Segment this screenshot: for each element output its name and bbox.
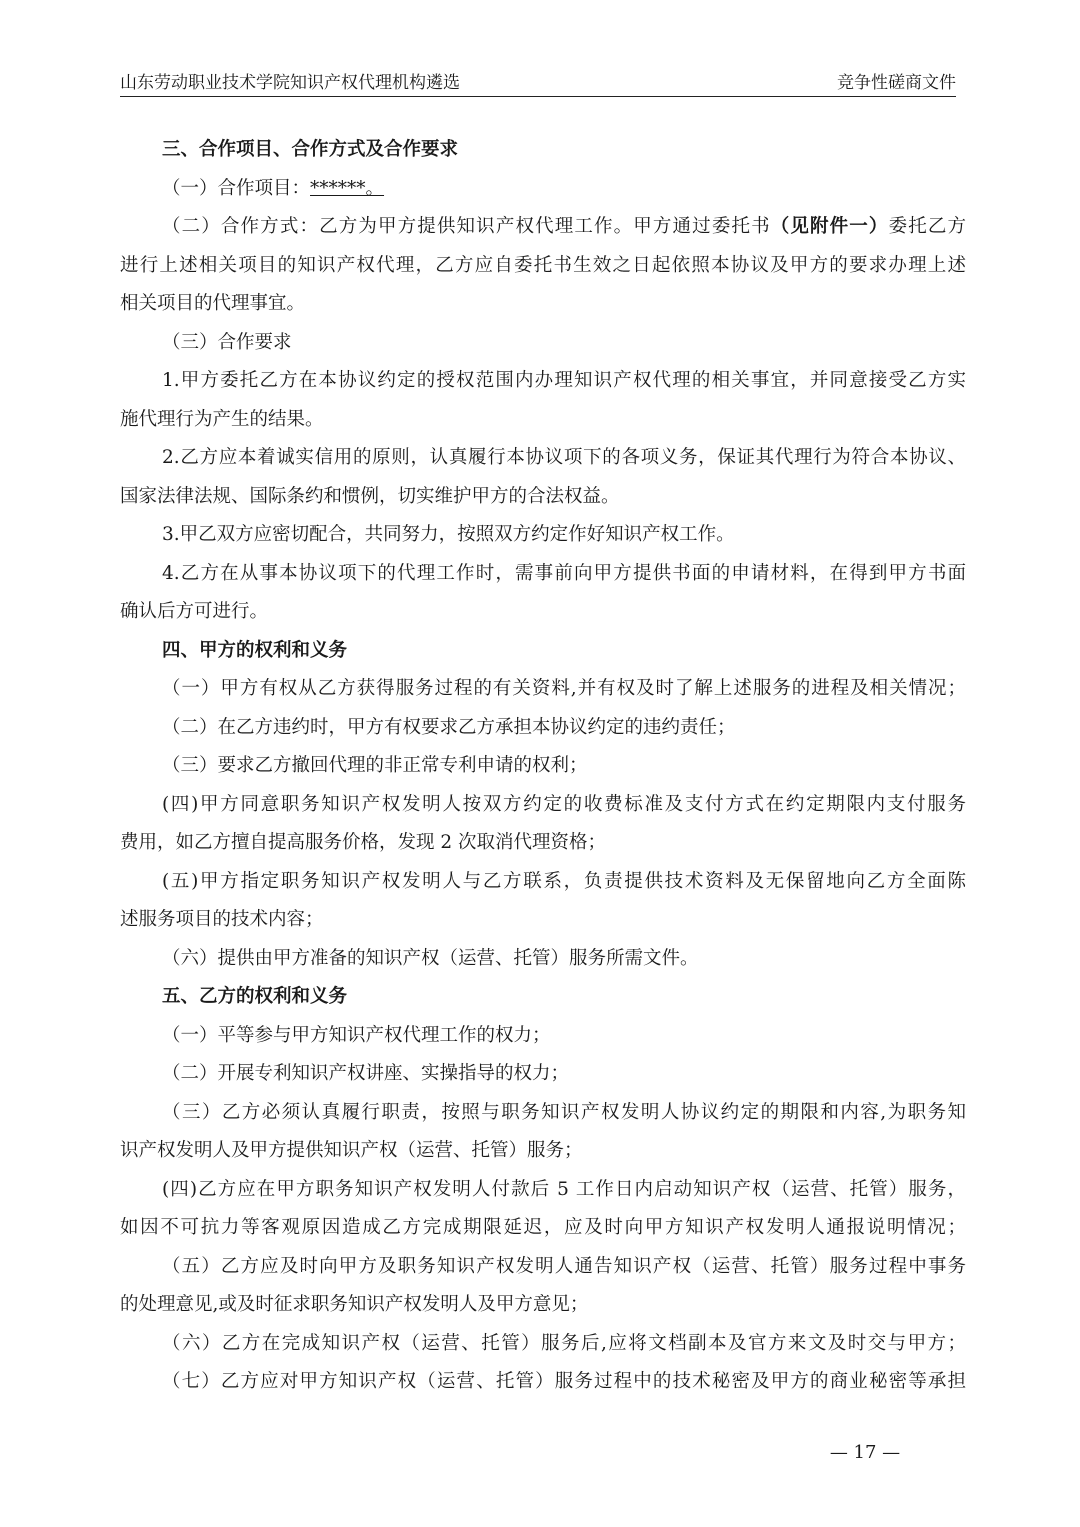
page-header (120, 70, 956, 97)
section-5-item-7-line-1: （七）乙方应对甲方知识产权（运营、托管）服务过程中的技术秘密及甲方的商业秘密等承担 (162, 1371, 966, 1392)
section-3-item-1-label: （一）合作项目： (162, 177, 311, 199)
section-3-item-2-line-1 (120, 208, 966, 247)
section-3-item-1 (120, 170, 966, 209)
section-5-item-5-line-2: 的处理意见,或及时征求职务知识产权发明人及甲方意见； (120, 1294, 589, 1315)
requirement-4-line-2: 确认后方可进行。 (120, 601, 269, 622)
section-4-item-4-line-2: 费用，如乙方擅自提高服务价格，发现 2 次取消代理资格； (120, 832, 607, 853)
section-3-heading: 三、合作项目、合作方式及合作要求 (162, 139, 459, 160)
section-5-item-4-line-1: (四)乙方应在甲方职务知识产权发明人付款后 5 工作日内启动知识产权（运营、托管）服务， (162, 1178, 966, 1200)
section-3-item-1-value: ******。 (310, 177, 385, 199)
section-5-item-3-line-2: 识产权发明人及甲方提供知识产权（运营、托管）服务； (120, 1140, 583, 1161)
section-4-item-3: （三）要求乙方撤回代理的非正常专利申请的权利； (162, 755, 588, 776)
requirement-2-line-2: 国家法律法规、国际条约和惯例，切实维护甲方的合法权益。 (120, 485, 620, 507)
requirement-3: 3.甲乙双方应密切配合，共同努力，按照双方约定作好知识产权工作。 (162, 524, 735, 545)
section-5-item-6: （六）乙方在完成知识产权（运营、托管）服务后,应将文档副本及官方来文及时交与甲方； (162, 1332, 966, 1354)
section-3-item-3: （三）合作要求 (162, 331, 292, 353)
section-5-item-3-line-1: （三）乙方必须认真履行职责，按照与职务知识产权发明人协议约定的期限和内容,为职务知 (162, 1101, 966, 1123)
section-3-item-2-line-2: 进行上述相关项目的知识产权代理，乙方应自委托书生效之日起依照本协议及甲方的要求办理上述 (120, 254, 966, 276)
section-3-item-2-text-a: （二）合作方式：乙方为甲方提供知识产权代理工作。甲方通过委托书 (162, 216, 771, 237)
section-5-item-1: （一）平等参与甲方知识产权代理工作的权力； (162, 1024, 551, 1046)
section-5-item-5-line-1: （五）乙方应及时向甲方及职务知识产权发明人通告知识产权（运营、托管）服务过程中事务 (162, 1255, 966, 1277)
section-4-item-2: （二）在乙方违约时，甲方有权要求乙方承担本协议约定的违约责任； (162, 716, 736, 738)
header-document-title: 山东劳动职业技术学院知识产权代理机构遴选 (120, 73, 460, 93)
requirement-4-line-1: 4.乙方在从事本协议项下的代理工作时，需事前向甲方提供书面的申请材料，在得到甲方书面 (162, 562, 966, 584)
section-5-item-2: （二）开展专利知识产权讲座、实操指导的权力； (162, 1063, 570, 1084)
page-number: — 17 — (829, 1442, 901, 1463)
section-4-item-6: （六）提供由甲方准备的知识产权（运营、托管）服务所需文件。 (162, 947, 699, 969)
section-5-heading: 五、乙方的权利和义务 (162, 986, 348, 1007)
requirement-2-line-1: 2.乙方应本着诚实信用的原则，认真履行本协议项下的各项义务，保证其代理行为符合本协议、 (162, 447, 966, 468)
section-3-item-2-text-b: 委托乙方 (888, 216, 966, 237)
section-4-heading: 四、甲方的权利和义务 (162, 639, 348, 661)
section-3-item-2-line-3: 相关项目的代理事宜。 (120, 293, 306, 314)
page-footer (0, 1438, 1080, 1468)
page-content (120, 131, 966, 1402)
section-4-item-4-line-1: (四)甲方同意职务知识产权发明人按双方约定的收费标准及支付方式在约定期限内支付服务 (162, 793, 966, 815)
section-4-item-5-line-2: 述服务项目的技术内容； (120, 909, 324, 930)
header-document-type: 竞争性磋商文件 (837, 73, 956, 93)
requirement-1-line-1: 1.甲方委托乙方在本协议约定的授权范围内办理知识产权代理的相关事宜，并同意接受乙方实 (162, 370, 966, 391)
requirement-1-line-2: 施代理行为产生的结果。 (120, 408, 324, 430)
section-4-item-5-line-1: (五)甲方指定职务知识产权发明人与乙方联系，负责提供技术资料及无保留地向乙方全面陈 (162, 870, 966, 892)
section-3-item-2-attachment-ref: （见附件一） (770, 216, 889, 237)
section-5-item-4-line-2: 如因不可抗力等客观原因造成乙方完成期限延迟，应及时向甲方知识产权发明人通报说明情况； (120, 1217, 966, 1238)
section-4-item-1: （一）甲方有权从乙方获得服务过程的有关资料,并有权及时了解上述服务的进程及相关情况； (162, 678, 966, 699)
